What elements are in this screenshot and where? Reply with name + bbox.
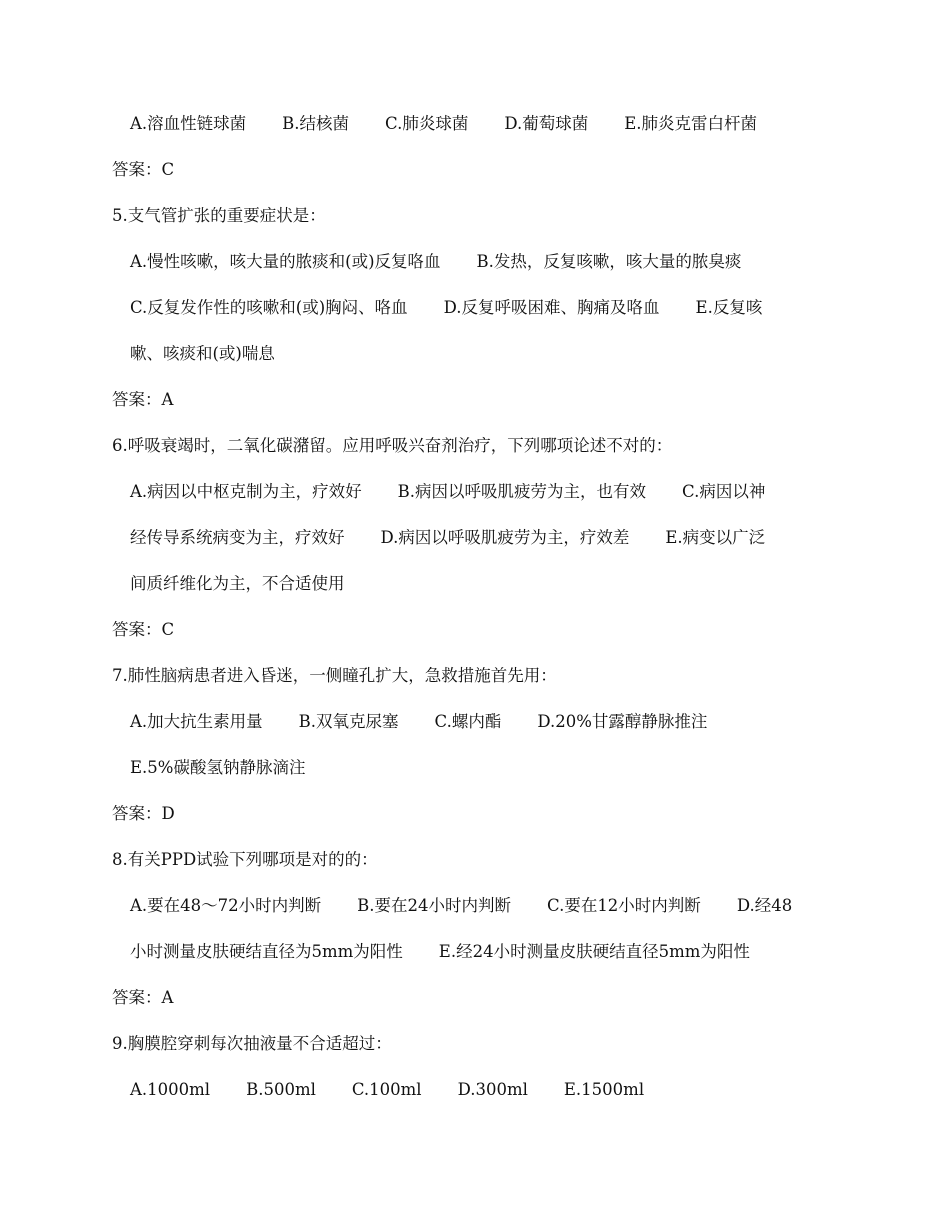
option-b: B.发热，反复咳嗽，咳大量的脓臭痰 bbox=[476, 252, 742, 271]
option-continuation: 间质纤维化为主，不合适使用 bbox=[130, 574, 345, 593]
question-5: 5.支气管扩张的重要症状是： bbox=[112, 206, 326, 225]
option-d: D.经48 bbox=[736, 896, 793, 915]
option-e: E.反复咳 bbox=[695, 298, 763, 317]
option-line bbox=[130, 526, 765, 550]
option-c: C.病因以神 bbox=[682, 482, 766, 501]
option-line bbox=[130, 1078, 644, 1102]
option-d: D.病因以呼吸肌疲劳为主，疗效差 bbox=[380, 528, 630, 547]
option-continuation: 嗽、咳痰和(或)喘息 bbox=[130, 344, 275, 363]
answer-line: 答案：D bbox=[112, 804, 175, 823]
option-d-continued: 小时测量皮肤硬结直径为5mm为阳性 bbox=[130, 942, 403, 961]
option-line bbox=[130, 112, 757, 136]
option-d: D.葡萄球菌 bbox=[504, 114, 589, 133]
option-a: A.加大抗生素用量 bbox=[130, 712, 263, 731]
option-e: E.病变以广泛 bbox=[665, 528, 766, 547]
option-c: C.螺内酯 bbox=[434, 712, 502, 731]
option-e: E.肺炎克雷白杆菌 bbox=[624, 114, 758, 133]
option-c-continued: 经传导系统病变为主，疗效好 bbox=[130, 528, 345, 547]
option-c: C.100ml bbox=[351, 1080, 422, 1099]
option-b: B.结核菌 bbox=[282, 114, 350, 133]
option-a: A.要在48～72小时内判断 bbox=[130, 896, 322, 915]
option-line bbox=[130, 480, 765, 504]
option-b: B.要在24小时内判断 bbox=[357, 896, 512, 915]
option-line bbox=[130, 710, 707, 734]
option-d: D.300ml bbox=[457, 1080, 528, 1099]
answer-line: 答案：A bbox=[112, 390, 174, 409]
question-9: 9.胸膜腔穿刺每次抽液量不合适超过： bbox=[112, 1034, 392, 1053]
option-e: E.经24小时测量皮肤硬结直径5mm为阳性 bbox=[438, 942, 750, 961]
option-c: C.要在12小时内判断 bbox=[547, 896, 701, 915]
option-a: A.溶血性链球菌 bbox=[130, 114, 247, 133]
option-line bbox=[130, 894, 792, 918]
option-e: E.1500ml bbox=[563, 1080, 645, 1099]
option-c: C.肺炎球菌 bbox=[385, 114, 469, 133]
option-a: A.病因以中枢克制为主，疗效好 bbox=[130, 482, 362, 501]
option-d: D.20%甘露醇静脉推注 bbox=[537, 712, 708, 731]
option-b: B.500ml bbox=[246, 1080, 316, 1099]
answer-line: 答案：C bbox=[112, 160, 175, 179]
option-e: E.5%碳酸氢钠静脉滴注 bbox=[130, 758, 306, 777]
answer-line: 答案：C bbox=[112, 620, 175, 639]
option-a: A.慢性咳嗽，咳大量的脓痰和(或)反复咯血 bbox=[130, 252, 441, 271]
question-6: 6.呼吸衰竭时，二氧化碳潴留。应用呼吸兴奋剂治疗，下列哪项论述不对的： bbox=[112, 436, 673, 455]
question-7: 7.肺性脑病患者进入昏迷，一侧瞳孔扩大，急救措施首先用： bbox=[112, 666, 557, 685]
option-b: B.双氧克尿塞 bbox=[298, 712, 399, 731]
option-a: A.1000ml bbox=[130, 1080, 211, 1099]
question-8: 8.有关PPD试验下列哪项是对的的： bbox=[112, 850, 378, 869]
option-line bbox=[130, 940, 750, 964]
option-c: C.反复发作性的咳嗽和(或)胸闷、咯血 bbox=[130, 298, 408, 317]
option-d: D.反复呼吸困难、胸痛及咯血 bbox=[443, 298, 660, 317]
answer-line: 答案：A bbox=[112, 988, 174, 1007]
option-line bbox=[130, 296, 762, 320]
option-b: B.病因以呼吸肌疲劳为主，也有效 bbox=[397, 482, 647, 501]
option-line bbox=[130, 250, 741, 274]
